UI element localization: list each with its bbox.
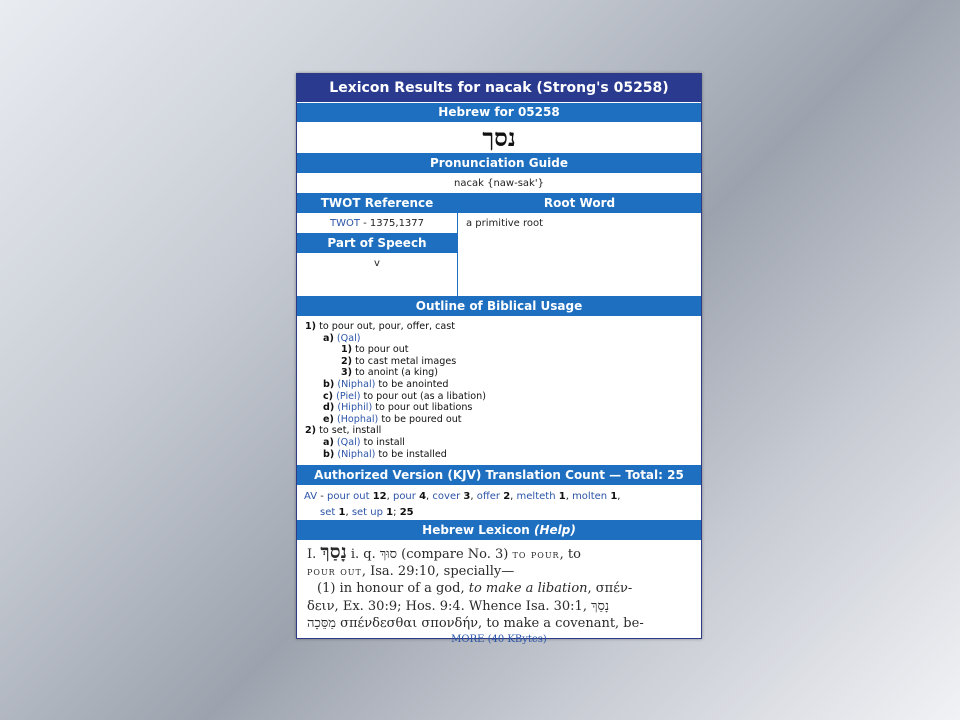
hebrew-word: נסך: [297, 123, 701, 154]
lexicon-heading-label: Hebrew Lexicon: [422, 523, 530, 537]
lexicon-line-4: [307, 598, 691, 615]
lexicon-heading: [297, 521, 701, 541]
pos-value: v: [374, 258, 380, 269]
outline-number: a): [323, 436, 334, 448]
twot-value: [297, 214, 457, 234]
lexicon-line-3: [307, 580, 691, 597]
kjv-line-1: AV - pour out 12, pour 4, cover 3, offer 2, melteth 1, molten 1,: [304, 491, 621, 502]
lexicon-hebrew: מַסֵּכָה: [307, 615, 336, 631]
kjv-word[interactable]: melteth: [516, 491, 556, 502]
outline-text: to cast metal images: [352, 355, 457, 367]
kjv-count: 1: [610, 491, 618, 502]
more-link[interactable]: MORE (40 KBytes): [451, 634, 547, 646]
outline-item: [305, 333, 693, 345]
outline-item: [305, 449, 693, 461]
kjv-word[interactable]: molten: [572, 491, 608, 502]
twot-link[interactable]: TWOT: [329, 218, 360, 229]
kjv-word[interactable]: pour out: [327, 491, 370, 502]
outline-text: to pour out libations: [372, 402, 473, 414]
twot-numbers: - 1375,1377: [359, 218, 425, 229]
kjv-word[interactable]: set: [320, 507, 336, 518]
reference-right-column: [458, 194, 701, 296]
lexicon-scan: [297, 541, 701, 647]
outline-list: [297, 317, 701, 466]
outline-text: to set, install: [316, 425, 382, 437]
outline-stem[interactable]: (Qal): [336, 332, 361, 344]
outline-item: [305, 437, 693, 449]
kjv-count: 2: [503, 491, 511, 502]
lexicon-hebrew: נָסַךְ: [591, 598, 610, 614]
outline-item: [305, 356, 693, 368]
outline-number: d): [323, 402, 335, 414]
lexicon-text: i. q.: [346, 547, 380, 562]
outline-stem[interactable]: (Niphal): [337, 378, 376, 390]
hebrew-heading: Hebrew for 05258: [297, 103, 701, 123]
kjv-av-link[interactable]: AV: [304, 491, 318, 502]
outline-text: to pour out (as a libation): [360, 390, 486, 402]
kjv-word[interactable]: offer: [476, 491, 501, 502]
outline-number: a): [323, 332, 334, 344]
reference-grid: [297, 194, 701, 297]
kjv-heading: Authorized Version (KJV) Translation Count — Total: 25: [297, 466, 701, 486]
outline-number: 2): [305, 425, 317, 437]
lexicon-text: δειν, Ex. 30:9; Hos. 9:4. Whence Isa. 30:1,: [307, 598, 592, 614]
outline-number: 2): [341, 355, 353, 367]
kjv-word[interactable]: pour: [392, 491, 416, 502]
lexicon-italic: to make a libation: [468, 581, 588, 597]
outline-number: b): [323, 378, 335, 390]
outline-number: 1): [305, 321, 317, 332]
lexicon-line-2: [307, 563, 691, 580]
outline-number: 1): [341, 344, 353, 356]
root-heading: Root Word: [458, 194, 701, 214]
outline-number: 3): [341, 367, 353, 379]
kjv-count: 12: [372, 491, 387, 502]
outline-item: [305, 425, 693, 437]
lexicon-hebrew: סוּךְ: [379, 547, 398, 562]
kjv-count: 1: [386, 507, 394, 518]
outline-stem[interactable]: (Qal): [336, 436, 361, 448]
outline-item: [305, 379, 693, 391]
pronunciation-heading: Pronunciation Guide: [297, 154, 701, 174]
lexicon-panel: [296, 73, 702, 646]
outline-text: to be anointed: [375, 378, 449, 390]
outline-stem[interactable]: (Piel): [336, 390, 361, 402]
lexicon-help-link[interactable]: (Help): [533, 523, 576, 537]
outline-item: [305, 367, 693, 379]
lexicon-text: (compare No. 3): [397, 547, 513, 562]
outline-item: [305, 391, 693, 403]
root-value: a primitive root: [466, 218, 544, 229]
kjv-word[interactable]: cover: [432, 491, 461, 502]
outline-number: b): [323, 448, 335, 460]
outline-stem[interactable]: (Niphal): [337, 448, 376, 460]
outline-item: [305, 402, 693, 414]
lexicon-text: , σπέν-: [587, 581, 633, 597]
lexicon-entry-number: I.: [307, 547, 317, 562]
outline-item: [305, 344, 693, 356]
kjv-line-2: set 1, set up 1; 25: [320, 507, 414, 518]
reference-left-column: [297, 194, 458, 296]
lexicon-text: , Isa. 29:10, specially—: [361, 564, 515, 580]
kjv-total: 25: [399, 507, 414, 518]
outline-stem[interactable]: (Hophal): [336, 413, 379, 425]
kjv-count: 1: [338, 507, 346, 518]
kjv-count: 1: [558, 491, 566, 502]
lexicon-headword: נָסַךְ: [320, 544, 347, 563]
outline-item: [305, 321, 693, 333]
outline-heading: Outline of Biblical Usage: [297, 297, 701, 317]
outline-stem[interactable]: (Hiphil): [337, 402, 373, 414]
outline-text: to pour out, pour, offer, cast: [316, 321, 456, 332]
kjv-count: 3: [463, 491, 471, 502]
outline-item: [305, 414, 693, 426]
twot-heading: TWOT Reference: [297, 194, 457, 214]
lexicon-smallcaps: to pour: [512, 548, 560, 561]
outline-text: to install: [360, 436, 405, 448]
lexicon-text: σπένδεσθαι σπονδήν, to make a covenant, be-: [335, 615, 644, 631]
lexicon-line-5: [307, 615, 691, 632]
outline-text: to anoint (a king): [352, 367, 438, 379]
panel-title: Lexicon Results for nacak (Strong's 05258): [297, 74, 701, 103]
kjv-word[interactable]: set up: [351, 507, 383, 518]
pronunciation-value: nacak {naw-sak'}: [297, 174, 701, 194]
outline-number: e): [323, 413, 334, 425]
outline-text: to pour out: [352, 344, 409, 356]
outline-text: to be installed: [375, 448, 447, 460]
kjv-counts: [297, 486, 701, 521]
lexicon-line-1: [307, 544, 691, 563]
outline-text: to be poured out: [378, 413, 462, 425]
pos-heading: Part of Speech: [297, 234, 457, 254]
kjv-count: 4: [419, 491, 427, 502]
lexicon-text: , to: [559, 547, 581, 562]
lexicon-text: (1) in honour of a god,: [317, 581, 469, 597]
outline-number: c): [323, 390, 334, 402]
lexicon-smallcaps: pour out: [307, 565, 362, 579]
